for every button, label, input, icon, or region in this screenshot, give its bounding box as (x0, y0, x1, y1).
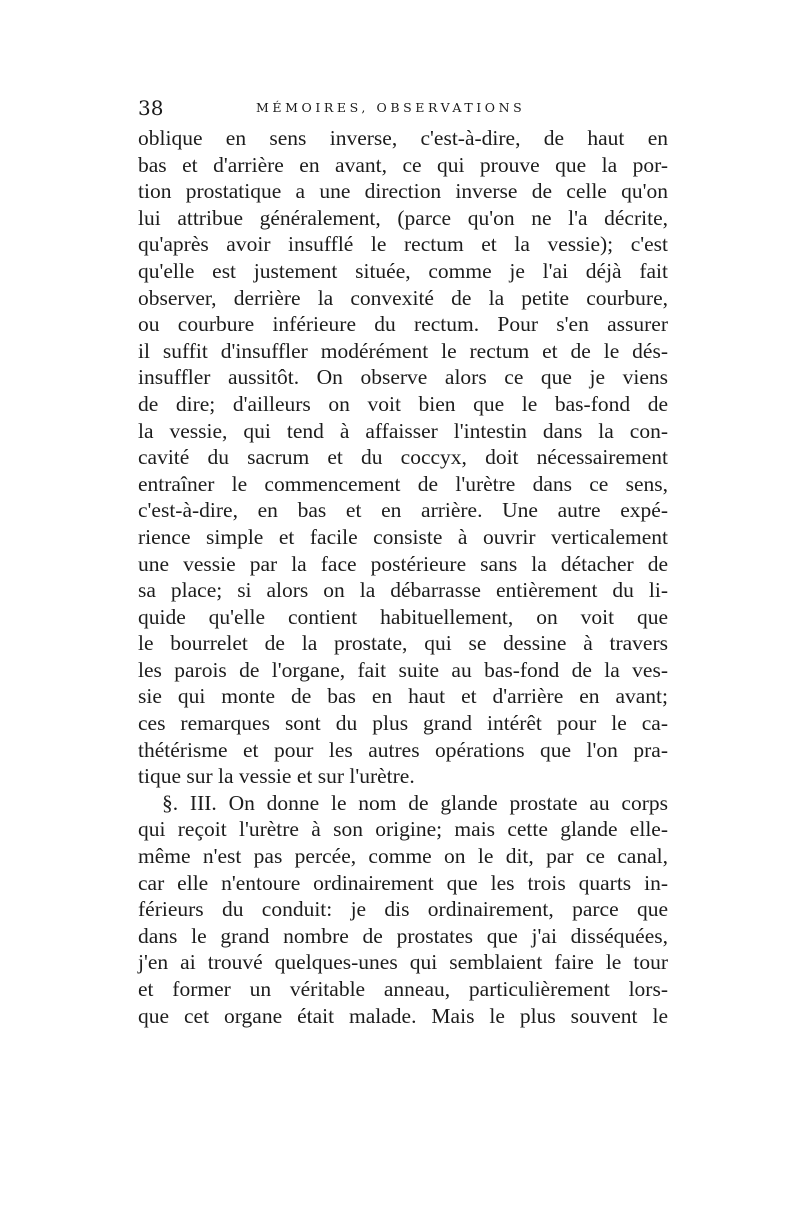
text-line: observer, derrière la convexité de la petite courbure, (138, 285, 668, 310)
text-line: thétérisme et pour les autres opérations que l'on pra- (138, 737, 668, 762)
text-line: et former un véritable anneau, particulièrement lors- (138, 977, 668, 1001)
body-text (138, 125, 668, 1029)
text-line: lui attribue généralement, (parce qu'on ne l'a décrite, (138, 205, 668, 230)
text-line: ces remarques sont du plus grand intérêt pour le ca- (138, 711, 668, 736)
section-start-line: §. III. On donne le nom de glande prostate au corps (162, 790, 668, 815)
text-line: une vessie par la face postérieure sans la détacher de (138, 551, 668, 576)
text-line: oblique en sens inverse, c'est-à-dire, de haut en (138, 126, 668, 150)
text-line: il suffit d'insuffler modérément le rectum et de le dés- (138, 338, 668, 363)
text-line: le bourrelet de la prostate, qui se dessine à travers (138, 631, 668, 656)
text-line: la vessie, qui tend à affaisser l'intestin dans la con- (138, 418, 668, 443)
text-line: rience simple et facile consiste à ouvrir verticalement (138, 524, 668, 549)
paragraph-end-line: tique sur la vessie et sur l'urètre. (138, 764, 415, 789)
text-line: cavité du sacrum et du coccyx, doit nécessairement (138, 445, 668, 470)
text-line: quide qu'elle contient habituellement, on voit que (138, 604, 668, 629)
running-head: MÉMOIRES, OBSERVATIONS (256, 100, 526, 115)
text-line: sa place; si alors on la débarrasse entièrement du li- (138, 578, 668, 603)
text-line: tion prostatique a une direction inverse de celle qu'on (138, 179, 668, 204)
text-line: qu'elle est justement située, comme je l'ai déjà fait (138, 258, 668, 283)
text-line: les parois de l'organe, fait suite au bas-fond de la ves- (138, 657, 668, 682)
text-line: dans le grand nombre de prostates que j'ai disséquées, (138, 923, 668, 948)
text-line: ou courbure inférieure du rectum. Pour s'en assurer (138, 312, 668, 337)
text-line: que cet organe était malade. Mais le plus souvent le (138, 1003, 668, 1028)
page-header (138, 96, 668, 120)
text-line: insuffler aussitôt. On observe alors ce que je viens (138, 365, 668, 390)
text-line: bas et d'arrière en avant, ce qui prouve que la por- (138, 152, 668, 177)
page-number: 38 (138, 96, 164, 120)
text-line: entraîner le commencement de l'urètre dans ce sens, (138, 471, 668, 496)
text-line: c'est-à-dire, en bas et en arrière. Une autre expé- (138, 498, 668, 523)
text-line: qui reçoit l'urètre à son origine; mais cette glande elle- (138, 817, 668, 842)
text-line: sie qui monte de bas en haut et d'arrière en avant; (138, 684, 668, 709)
text-line: qu'après avoir insufflé le rectum et la vessie); c'est (138, 232, 668, 257)
text-line: de dire; d'ailleurs on voit bien que le bas-fond de (138, 391, 668, 416)
text-line: férieurs du conduit: je dis ordinairement, parce que (138, 897, 668, 922)
text-line: car elle n'entoure ordinairement que les trois quarts in- (138, 870, 668, 895)
text-line: même n'est pas percée, comme on le dit, par ce canal, (138, 844, 668, 869)
text-line: j'en ai trouvé quelques-unes qui semblaient faire le tour (138, 950, 668, 975)
